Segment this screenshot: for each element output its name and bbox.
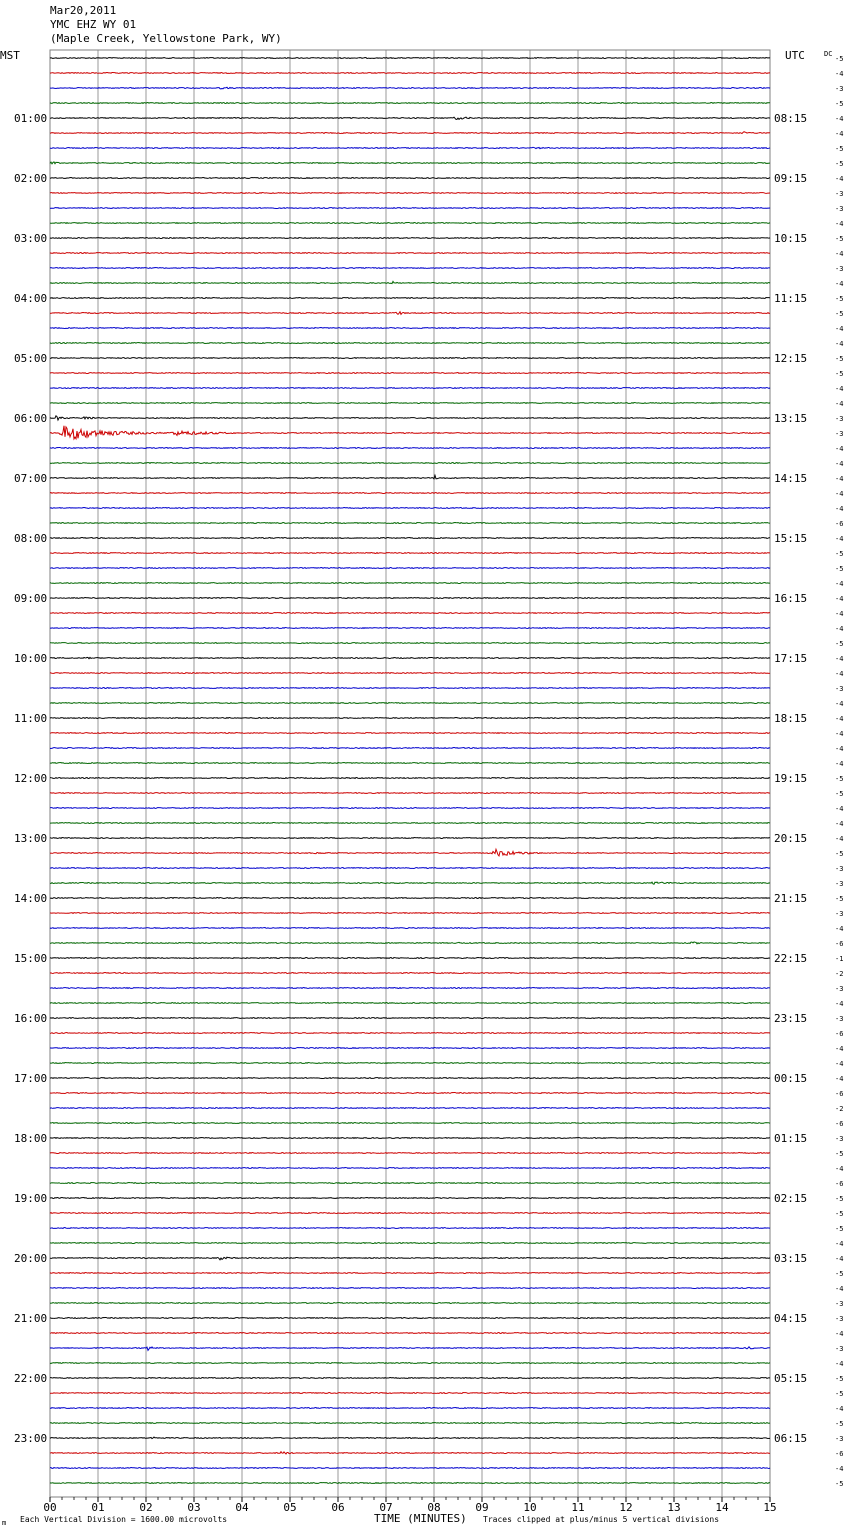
seismic-trace [50,1108,770,1109]
dc-offset-label: -5 [835,850,844,858]
seismic-trace [50,475,770,479]
seismic-trace [50,343,770,344]
seismic-trace [50,733,770,734]
dc-offset-label: -4 [835,745,844,753]
dc-offset-label: -3 [835,1435,844,1443]
mst-tick-label: 03:00 [14,232,48,245]
mst-tick-label: 14:00 [14,892,48,905]
seismic-trace [50,688,770,689]
mst-tick-label: 01:00 [14,112,48,125]
mst-tick-label: 02:00 [14,172,48,185]
seismic-trace [50,1198,770,1199]
dc-offset-label: -6 [835,1180,844,1188]
utc-tick-label: 10:15 [774,232,808,245]
seismic-trace [50,328,770,329]
seismic-trace [50,281,770,283]
dc-offset-label: -4 [835,625,844,633]
dc-offset-label: -4 [835,1255,844,1263]
mst-tick-label: 23:00 [14,1432,48,1445]
x-tick-label: 04 [235,1501,249,1514]
dc-offset-label: -5 [835,1375,844,1383]
dc-offset-label: -2 [835,970,844,978]
seismic-trace [50,312,770,315]
utc-tick-label: 23:15 [774,1012,808,1025]
seismic-trace [50,1288,770,1289]
seismic-trace [50,882,770,884]
seismic-trace [50,1033,770,1034]
seismic-trace [50,463,770,464]
dc-offset-label: -4 [835,505,844,513]
x-tick-label: 00 [43,1501,57,1514]
seismic-trace [50,448,770,449]
dc-offset-label: -4 [835,385,844,393]
utc-tick-label: 21:15 [774,892,808,905]
dc-offset-label: -2 [835,1105,844,1113]
seismic-trace [50,1003,770,1004]
seismic-trace [50,793,770,794]
dc-offset-label: -4 [835,490,844,498]
clip-note: Traces clipped at plus/minus 5 vertical divisions [483,1515,720,1524]
dc-offset-label: -3 [835,1345,844,1353]
seismic-trace [50,582,770,583]
mst-tick-label: 15:00 [14,952,48,965]
utc-tick-label: 18:15 [774,712,808,725]
seismic-trace [50,208,770,209]
seismic-trace [50,778,770,779]
mst-tick-label: 10:00 [14,652,48,665]
dc-offset-label: -6 [835,1030,844,1038]
utc-tick-label: 01:15 [774,1132,808,1145]
dc-offset-label: -4 [835,1240,844,1248]
seismic-trace [50,988,770,989]
dc-offset-label: -4 [835,835,844,843]
seismic-trace [50,1318,770,1319]
utc-tick-label: 11:15 [774,292,808,305]
dc-offset-label: -6 [835,1450,844,1458]
seismic-trace [50,1048,770,1049]
dc-offset-label: -3 [835,1135,844,1143]
dc-offset-label: -4 [835,175,844,183]
dc-offset-label: -5 [835,55,844,63]
dc-offset-label: -5 [835,1390,844,1398]
seismic-trace [50,1363,770,1364]
utc-tick-label: 02:15 [774,1192,808,1205]
mst-tick-label: 12:00 [14,772,48,785]
seismic-trace [50,388,770,389]
mst-tick-label: 20:00 [14,1252,48,1265]
mst-tick-label: 07:00 [14,472,48,485]
seismic-trace [50,1483,770,1484]
mst-tick-label: 18:00 [14,1132,48,1145]
seismic-trace [50,913,770,914]
dc-offset-label: -3 [835,1015,844,1023]
dc-offset-label: -4 [835,610,844,618]
utc-tick-label: 00:15 [774,1072,808,1085]
seismic-trace [50,1063,770,1064]
x-tick-label: 01 [91,1501,105,1514]
seismic-trace [50,1393,770,1394]
seismic-trace [50,553,770,554]
dc-offset-label: -1 [835,955,844,963]
seismic-trace [50,568,770,569]
seismic-trace [50,253,770,254]
x-tick-label: 13 [667,1501,681,1514]
seismic-trace [50,178,770,179]
x-tick-label: 06 [331,1501,345,1514]
plot-frame [50,50,770,1497]
dc-offset-label: -4 [835,70,844,78]
seismic-trace [50,373,770,374]
x-tick-label: 07 [379,1501,393,1514]
utc-tick-label: 06:15 [774,1432,808,1445]
mst-tick-label: 22:00 [14,1372,48,1385]
dc-offset-label: -4 [835,325,844,333]
seismic-trace [50,628,770,629]
mst-tick-label: 21:00 [14,1312,48,1325]
dc-offset-label: -5 [835,235,844,243]
seismic-trace [50,703,770,704]
seismic-trace [50,538,770,539]
scale-note: Each Vertical Division = 1600.00 microvolts [20,1515,228,1524]
seismic-trace [50,598,770,599]
dc-offset-label: -4 [835,715,844,723]
dc-offset-label: -4 [835,400,844,408]
dc-offset-label: -4 [835,1465,844,1473]
seismic-trace [50,763,770,764]
seismic-trace [50,493,770,494]
seismic-trace [50,298,770,299]
seismic-trace [50,73,770,74]
seismic-trace [50,928,770,929]
seismic-trace [50,1273,770,1274]
mst-tick-label: 05:00 [14,352,48,365]
dc-offset-label: -4 [835,115,844,123]
dc-offset-label: -4 [835,250,844,258]
seismic-trace [50,808,770,809]
utc-axis-title: UTC [785,49,805,62]
seismic-trace [50,58,770,59]
dc-offset-label: -5 [835,1210,844,1218]
seismic-trace [50,1093,770,1094]
dc-offset-label: -4 [835,595,844,603]
dc-offset-label: -5 [835,160,844,168]
seismic-trace [50,973,770,974]
seismic-trace [50,1423,770,1424]
dc-offset-label: -4 [835,820,844,828]
dc-offset-label: -4 [835,670,844,678]
utc-tick-label: 09:15 [774,172,808,185]
dc-offset-label: -6 [835,520,844,528]
utc-tick-label: 12:15 [774,352,808,365]
dc-offset-label: -6 [835,940,844,948]
x-tick-label: 08 [427,1501,441,1514]
dc-axis-title: DC [824,50,833,58]
seismic-trace [50,657,770,658]
mst-tick-label: 17:00 [14,1072,48,1085]
seismic-trace [50,1257,770,1260]
utc-tick-label: 14:15 [774,472,808,485]
footer-glyph: m [2,1519,7,1527]
seismic-trace [50,1452,770,1454]
dc-offset-label: -4 [835,925,844,933]
seismic-trace [50,1153,770,1154]
seismic-trace [50,1213,770,1214]
dc-offset-label: -4 [835,1060,844,1068]
x-axis-label: TIME (MINUTES) [374,1512,467,1525]
seismic-trace [50,748,770,749]
seismic-trace [50,358,770,359]
dc-offset-label: -3 [835,205,844,213]
dc-offset-label: -4 [835,445,844,453]
seismic-trace [50,849,770,856]
x-tick-label: 14 [715,1501,729,1514]
dc-offset-label: -4 [835,130,844,138]
utc-tick-label: 15:15 [774,532,808,545]
dc-offset-label: -4 [835,700,844,708]
dc-offset-label: -3 [835,1315,844,1323]
seismic-trace [50,1228,770,1229]
seismic-trace [50,718,770,719]
seismic-trace [50,193,770,194]
dc-offset-label: -4 [835,535,844,543]
dc-offset-label: -5 [835,310,844,318]
seismic-trace [50,942,770,944]
mst-tick-label: 16:00 [14,1012,48,1025]
dc-offset-label: -4 [835,1405,844,1413]
dc-offset-label: -5 [835,550,844,558]
seismic-trace [50,613,770,614]
seismic-trace [50,1408,770,1409]
mst-tick-label: 13:00 [14,832,48,845]
dc-offset-label: -4 [835,460,844,468]
seismic-trace [50,1378,770,1379]
x-tick-label: 02 [139,1501,153,1514]
seismic-trace [50,403,770,404]
x-tick-label: 09 [475,1501,489,1514]
dc-offset-label: -5 [835,100,844,108]
seismic-trace [50,1347,770,1351]
seismic-trace [50,868,770,869]
dc-offset-label: -5 [835,145,844,153]
dc-offset-label: -5 [835,640,844,648]
dc-offset-label: -4 [835,1165,844,1173]
x-tick-label: 11 [571,1501,585,1514]
dc-offset-label: -4 [835,805,844,813]
dc-offset-label: -5 [835,1150,844,1158]
mst-tick-label: 11:00 [14,712,48,725]
seismic-trace [50,223,770,224]
seismic-trace [50,1168,770,1169]
seismic-trace [50,1018,770,1019]
dc-offset-label: -5 [835,775,844,783]
seismic-trace [50,1078,770,1079]
utc-tick-label: 08:15 [774,112,808,125]
dc-offset-label: -4 [835,1330,844,1338]
dc-offset-label: -5 [835,1420,844,1428]
dc-offset-label: -4 [835,730,844,738]
dc-offset-label: -3 [835,865,844,873]
x-tick-label: 10 [523,1501,537,1514]
dc-offset-label: -4 [835,340,844,348]
dc-offset-label: -5 [835,1270,844,1278]
utc-tick-label: 04:15 [774,1312,808,1325]
seismic-trace [50,508,770,509]
dc-offset-label: -3 [835,880,844,888]
seismic-trace [50,147,770,148]
dc-offset-label: -5 [835,370,844,378]
dc-offset-label: -4 [835,760,844,768]
dc-offset-label: -5 [835,355,844,363]
seismic-trace [50,1303,770,1304]
dc-offset-label: -4 [835,1045,844,1053]
dc-offset-label: -3 [835,85,844,93]
dc-offset-label: -4 [835,220,844,228]
dc-offset-label: -3 [835,1300,844,1308]
utc-tick-label: 05:15 [774,1372,808,1385]
utc-tick-label: 20:15 [774,832,808,845]
dc-offset-label: -3 [835,415,844,423]
seismic-trace [50,1243,770,1244]
dc-offset-label: -4 [835,1285,844,1293]
seismic-trace [50,823,770,824]
utc-tick-label: 16:15 [774,592,808,605]
seismic-trace [50,673,770,674]
chart-title: YMC EHZ WY 01 [50,18,137,31]
chart-date: Mar20,2011 [50,4,117,17]
dc-offset-label: -3 [835,685,844,693]
dc-offset-label: -4 [835,1000,844,1008]
seismic-trace [50,117,770,119]
seismic-trace [50,1333,770,1334]
seismic-trace [50,958,770,959]
dc-offset-label: -4 [835,1360,844,1368]
dc-offset-label: -4 [835,655,844,663]
dc-offset-label: -6 [835,1090,844,1098]
seismic-trace [50,523,770,524]
dc-offset-label: -4 [835,280,844,288]
seismic-trace [50,238,770,239]
dc-offset-label: -4 [835,475,844,483]
seismic-trace [50,643,770,644]
seismic-trace [50,1468,770,1469]
mst-tick-label: 06:00 [14,412,48,425]
x-tick-label: 03 [187,1501,201,1514]
seismic-trace [50,1183,770,1184]
dc-offset-label: -3 [835,190,844,198]
dc-offset-label: -5 [835,1195,844,1203]
x-tick-label: 05 [283,1501,297,1514]
seismic-trace [50,268,770,269]
utc-tick-label: 19:15 [774,772,808,785]
dc-offset-label: -5 [835,295,844,303]
seismic-trace [50,416,770,420]
dc-offset-label: -4 [835,580,844,588]
mst-tick-label: 04:00 [14,292,48,305]
dc-offset-label: -5 [835,790,844,798]
seismic-trace [50,103,770,104]
dc-offset-label: -5 [835,1225,844,1233]
seismic-trace [50,838,770,839]
utc-tick-label: 13:15 [774,412,808,425]
seismic-trace [50,1437,770,1439]
utc-tick-label: 03:15 [774,1252,808,1265]
mst-axis-title: MST [0,49,20,62]
seismic-trace [50,87,770,89]
dc-offset-label: -5 [835,565,844,573]
seismic-trace [50,1123,770,1124]
utc-tick-label: 17:15 [774,652,808,665]
dc-offset-label: -3 [835,910,844,918]
dc-offset-label: -4 [835,1075,844,1083]
dc-offset-label: -3 [835,430,844,438]
dc-offset-label: -3 [835,265,844,273]
dc-offset-label: -3 [835,985,844,993]
x-tick-label: 15 [763,1501,777,1514]
chart-subtitle: (Maple Creek, Yellowstone Park, WY) [50,32,282,45]
x-tick-label: 12 [619,1501,633,1514]
seismic-trace [50,162,770,164]
dc-offset-label: -5 [835,1480,844,1488]
dc-offset-label: -5 [835,895,844,903]
seismic-trace [50,1138,770,1139]
seismic-trace [50,897,770,898]
seismic-trace [50,426,770,439]
mst-tick-label: 19:00 [14,1192,48,1205]
mst-tick-label: 08:00 [14,532,48,545]
seismic-trace [50,132,770,134]
utc-tick-label: 22:15 [774,952,808,965]
mst-tick-label: 09:00 [14,592,48,605]
dc-offset-label: -6 [835,1120,844,1128]
